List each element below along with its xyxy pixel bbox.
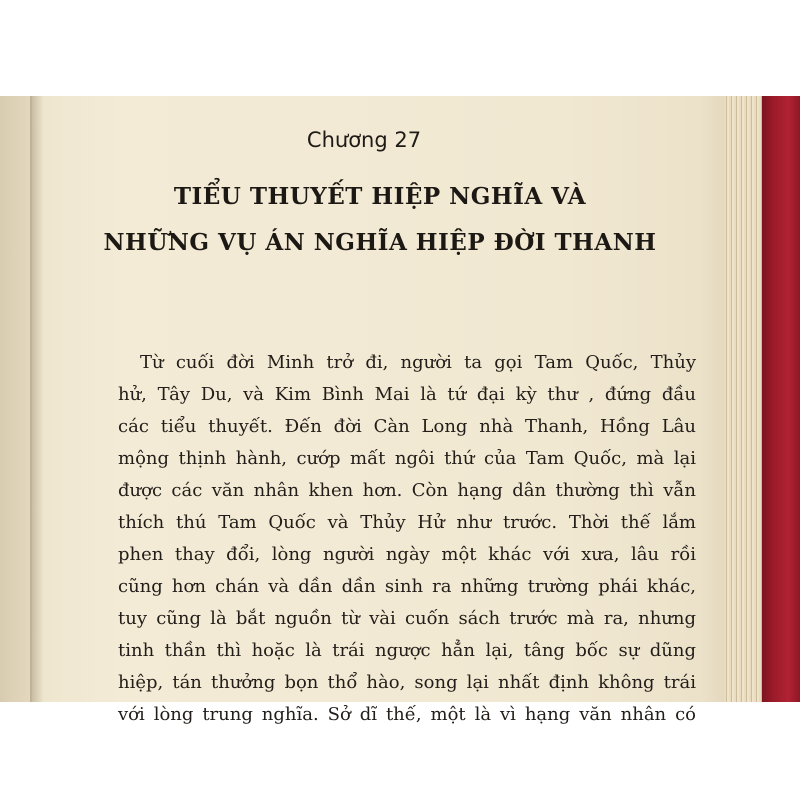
body-line: mộng thịnh hành, cướp mất ngôi thứ của Tam Quốc, mà lại bbox=[118, 448, 696, 469]
chapter-heading: Chương 27 bbox=[306, 128, 422, 152]
body-line: thích thú Tam Quốc và Thủy Hử như trước. Thời thế lắm bbox=[118, 512, 696, 533]
body-line: được các văn nhân khen hơn. Còn hạng dân thường thì vẫn bbox=[118, 480, 696, 501]
body-line: Từ cuối đời Minh trở đi, người ta gọi Tam Quốc, Thủy bbox=[140, 352, 696, 373]
chapter-title-line-2: NHỮNG VỤ ÁN NGHĨA HIỆP ĐỜI THANH bbox=[103, 229, 657, 256]
body-line: hiệp, tán thưởng bọn thổ hào, song lại nhất định không trái bbox=[118, 672, 696, 693]
body-line: các tiểu thuyết. Đến đời Càn Long nhà Thanh, Hồng Lâu bbox=[118, 416, 696, 437]
book-cover-edge bbox=[762, 96, 800, 702]
body-line: tinh thần thì hoặc là trái ngược hẳn lại, tâng bốc sự dũng bbox=[118, 640, 696, 661]
chapter-title-line-1: TIỂU THUYẾT HIỆP NGHĨA VÀ bbox=[173, 183, 587, 210]
body-line: với lòng trung nghĩa. Sở dĩ thế, một là vì hạng văn nhân có bbox=[118, 704, 696, 725]
body-line: cũng hơn chán và dần dần sinh ra những trường phái khác, bbox=[118, 576, 696, 597]
body-line: hử, Tây Du, và Kim Bình Mai là tứ đại kỳ thư , đứng đầu bbox=[118, 384, 696, 405]
body-line: phen thay đổi, lòng người ngày một khác với xưa, lâu rồi bbox=[118, 544, 696, 565]
body-line: tuy cũng là bắt nguồn từ vài cuốn sách trước mà ra, nhưng bbox=[118, 608, 696, 629]
